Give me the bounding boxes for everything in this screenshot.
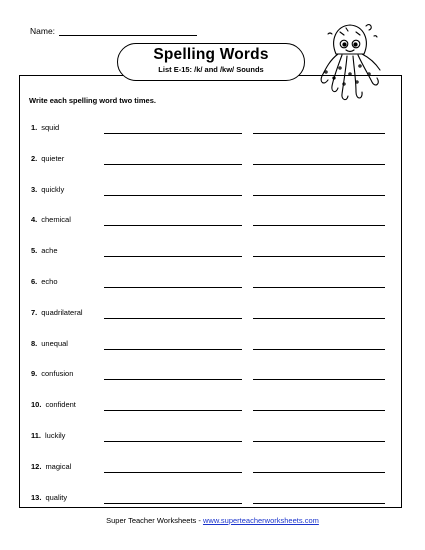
word-number: 5. (31, 246, 38, 256)
name-input-line[interactable] (59, 26, 197, 36)
write-line-1[interactable] (104, 379, 242, 380)
word-number: 4. (31, 215, 38, 225)
page-title: Spelling Words (153, 46, 269, 63)
write-line-1[interactable] (104, 287, 242, 288)
word-row (31, 493, 391, 507)
spelling-word: ache (41, 246, 58, 256)
word-row (31, 339, 391, 353)
spelling-word: quieter (41, 153, 65, 163)
word-label (31, 154, 64, 163)
list-subtitle: List E-15: /k/ and /kw/ Sounds (158, 65, 264, 74)
spelling-word: unequal (41, 338, 68, 348)
word-number: 9. (31, 369, 38, 379)
word-label (31, 215, 71, 224)
write-line-1[interactable] (104, 472, 242, 473)
write-line-1[interactable] (104, 441, 242, 442)
word-label (31, 431, 65, 440)
word-row (31, 246, 391, 260)
word-row (31, 185, 391, 199)
word-label (31, 369, 73, 378)
word-label (31, 308, 83, 317)
word-number: 13. (31, 492, 42, 502)
word-label (31, 493, 67, 502)
write-line-2[interactable] (253, 133, 385, 134)
word-row (31, 462, 391, 476)
spelling-word: confident (45, 400, 76, 410)
write-line-1[interactable] (104, 133, 242, 134)
word-number: 7. (31, 307, 38, 317)
write-line-2[interactable] (253, 441, 385, 442)
spelling-word: luckily (45, 431, 66, 440)
word-row (31, 154, 391, 168)
write-line-2[interactable] (253, 503, 385, 504)
word-number: 11. (31, 431, 42, 440)
spelling-word: quickly (41, 184, 65, 194)
write-line-2[interactable] (253, 318, 385, 319)
write-line-1[interactable] (104, 318, 242, 319)
footer-link[interactable]: www.superteacherworksheets.com (202, 516, 319, 525)
word-label (31, 400, 76, 409)
word-label (31, 185, 64, 194)
write-line-2[interactable] (253, 195, 385, 196)
write-line-1[interactable] (104, 349, 242, 350)
name-label: Name: (30, 26, 56, 36)
name-field (30, 26, 197, 36)
write-line-2[interactable] (253, 256, 385, 257)
write-line-2[interactable] (253, 164, 385, 165)
write-line-1[interactable] (104, 410, 242, 411)
spelling-word: squid (41, 123, 60, 132)
instructions-text: Write each spelling word two times. (29, 96, 156, 105)
word-row (31, 308, 391, 322)
spelling-word: echo (41, 277, 58, 286)
spelling-word: chemical (41, 215, 71, 225)
word-label (31, 277, 58, 286)
write-line-1[interactable] (104, 256, 242, 257)
word-row (31, 400, 391, 414)
word-label (31, 462, 71, 471)
write-line-2[interactable] (253, 410, 385, 411)
write-line-2[interactable] (253, 472, 385, 473)
spelling-word: quality (45, 492, 68, 502)
footer-text: Super Teacher Worksheets - (106, 516, 203, 525)
word-label (31, 123, 59, 132)
word-number: 6. (31, 277, 38, 286)
write-line-2[interactable] (253, 379, 385, 380)
word-number: 2. (31, 153, 38, 163)
word-number: 12. (31, 461, 42, 471)
word-row (31, 123, 391, 137)
squid-mascot-icon (316, 20, 384, 112)
word-number: 8. (31, 338, 38, 348)
word-row (31, 369, 391, 383)
write-line-1[interactable] (104, 225, 242, 226)
write-line-2[interactable] (253, 349, 385, 350)
write-line-2[interactable] (253, 287, 385, 288)
footer (0, 516, 425, 525)
word-number: 1. (31, 123, 38, 132)
word-row (31, 431, 391, 445)
spelling-word: confusion (41, 369, 74, 379)
word-row (31, 277, 391, 291)
write-line-2[interactable] (253, 225, 385, 226)
word-number: 10. (31, 400, 42, 410)
write-line-1[interactable] (104, 503, 242, 504)
word-label (31, 339, 68, 348)
spelling-word: quadrilateral (41, 307, 83, 317)
spelling-word: magical (45, 461, 72, 471)
word-number: 3. (31, 184, 38, 194)
title-box (117, 43, 305, 81)
word-row (31, 215, 391, 229)
word-label (31, 246, 58, 255)
write-line-1[interactable] (104, 164, 242, 165)
write-line-1[interactable] (104, 195, 242, 196)
